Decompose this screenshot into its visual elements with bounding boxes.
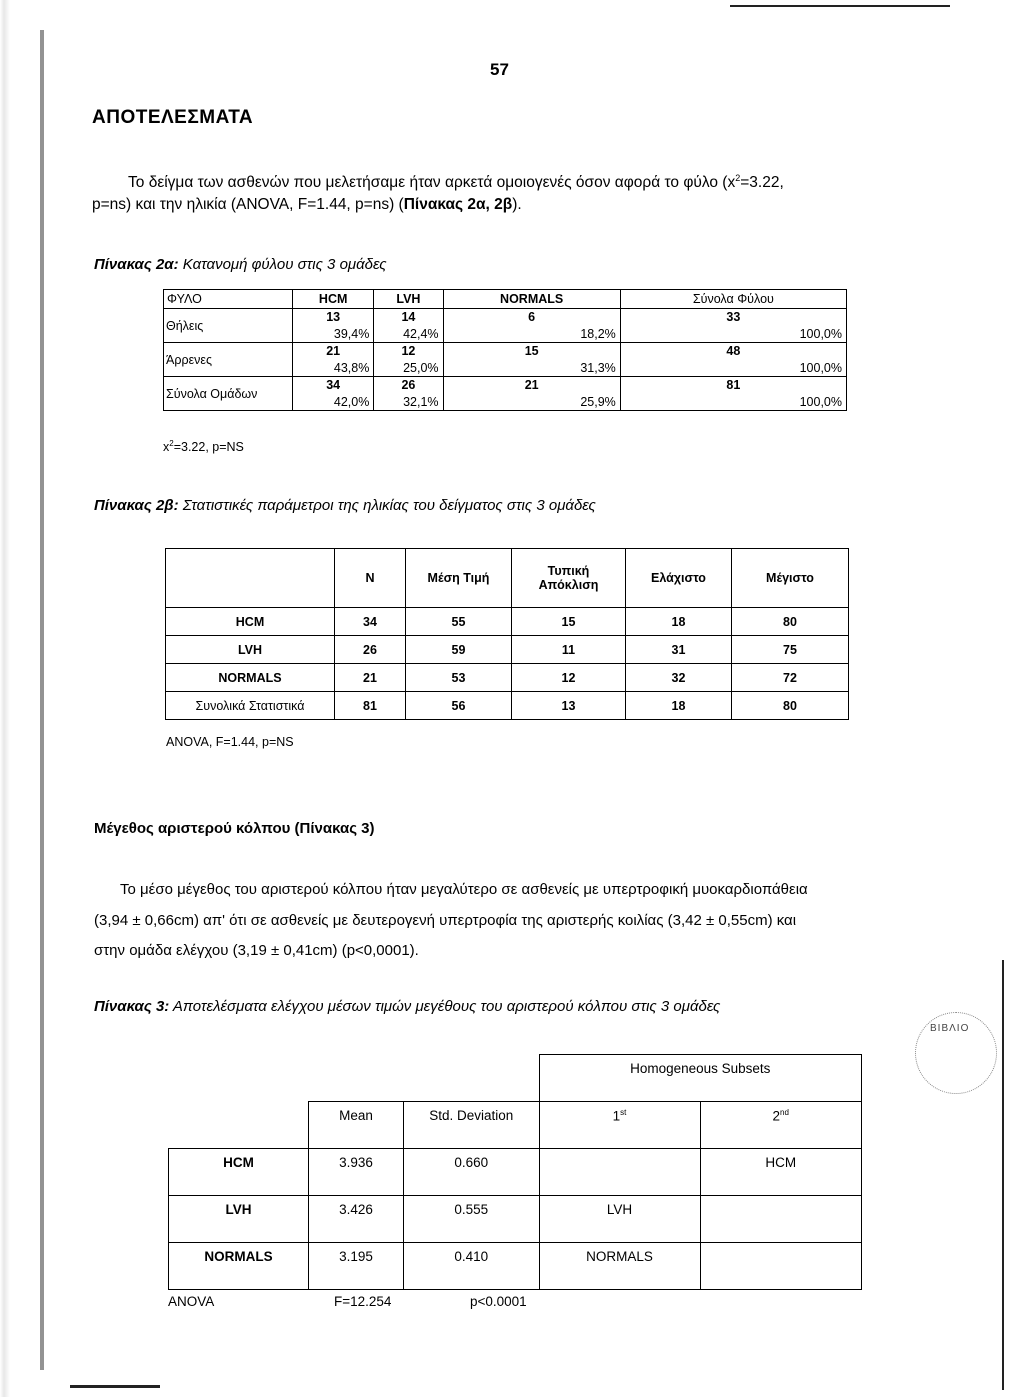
row-label: Σύνολα Ομάδων <box>164 377 293 411</box>
table-cell: NORMALS <box>539 1242 700 1289</box>
row-label: HCM <box>166 608 335 636</box>
table-row <box>164 343 847 377</box>
row-label: LVH <box>169 1195 309 1242</box>
table2a-caption-text: Κατανομή φύλου στις 3 ομάδες <box>178 256 387 273</box>
table-cell <box>443 343 620 377</box>
table-cell: 0.555 <box>404 1195 540 1242</box>
percent: 31,3% <box>580 361 616 375</box>
table-row <box>169 1148 862 1195</box>
table-header-row <box>166 549 849 608</box>
header-cell: LVH <box>374 290 443 309</box>
header-cell: Σύνολα Φύλου <box>620 290 846 309</box>
table3-caption-label: Πίνακας 3: <box>94 998 170 1015</box>
count: 34 <box>326 378 341 392</box>
table-cell: 55 <box>406 608 512 636</box>
count: 26 <box>401 378 416 392</box>
table-cell: 15 <box>512 608 626 636</box>
count: 48 <box>726 344 741 358</box>
intro-text-end: =3.22, <box>740 174 784 192</box>
page-number: 57 <box>490 60 509 79</box>
header-cell: HCM <box>293 290 374 309</box>
scan-line-right <box>1002 960 1004 1390</box>
library-stamp <box>915 1012 997 1094</box>
count: 81 <box>726 378 741 392</box>
percent: 18,2% <box>580 327 616 341</box>
section3-heading: Μέγεθος αριστερού κόλπου (Πίνακας 3) <box>94 820 375 837</box>
row-label: Άρρενες <box>164 343 293 377</box>
scan-binding-edge <box>40 30 44 1370</box>
table2a-caption <box>94 256 387 273</box>
section3-line-2: (3,94 ± 0,66cm) απ' ότι σε ασθενείς με δευτερογενή υπερτροφία της αριστερής κοιλίας (3,42 ± 0,55cm) και <box>94 912 797 929</box>
percent: 100,0% <box>799 361 842 375</box>
section-heading: ΑΠΟΤΕΛΕΣΜΑΤΑ <box>92 107 254 128</box>
table-cell: 31 <box>626 636 732 664</box>
table-row <box>164 309 847 343</box>
table-cell: 26 <box>335 636 406 664</box>
percent: 42,4% <box>403 327 439 341</box>
table-cell: 56 <box>406 692 512 720</box>
table-cell <box>620 377 846 411</box>
table-cell <box>374 343 443 377</box>
table-row <box>169 1242 862 1289</box>
table-cell: 80 <box>732 608 849 636</box>
table-cell: 80 <box>732 692 849 720</box>
count: 13 <box>326 310 341 324</box>
table3-caption-text: Αποτελέσματα ελέγχου μέσων τιμών μεγέθους του αριστερού κόλπου στις 3 ομάδες <box>169 998 721 1015</box>
empty-cell <box>404 1055 540 1102</box>
group-header: Homogeneous Subsets <box>539 1055 862 1102</box>
table-cell: 3.936 <box>309 1148 404 1195</box>
table2a-caption-label: Πίνακας 2α: <box>94 256 179 273</box>
intro-sup: 2 <box>735 173 741 183</box>
table-row <box>166 608 849 636</box>
subset-2-label: 2 <box>772 1108 781 1123</box>
table-cell: 18 <box>626 692 732 720</box>
section3-line-3: στην ομάδα ελέγχου (3,19 ± 0,41cm) (p<0,0001). <box>94 942 419 959</box>
table-cell <box>443 309 620 343</box>
table-cell <box>293 309 374 343</box>
row-label: Συνολικά Στατιστικά <box>166 692 335 720</box>
empty-cell <box>309 1055 404 1102</box>
table-row <box>166 692 849 720</box>
header-cell <box>539 1101 700 1148</box>
count: 21 <box>524 378 539 392</box>
header-cell <box>166 549 335 608</box>
table-cell <box>293 377 374 411</box>
row-label: NORMALS <box>166 664 335 692</box>
row-label: NORMALS <box>169 1242 309 1289</box>
table3-p-value: p<0.0001 <box>470 1294 527 1309</box>
table-cell <box>374 377 443 411</box>
stamp-text: ΒΙΒΛΙΟ <box>930 1023 970 1034</box>
table2b-caption-label: Πίνακας 2β: <box>94 497 179 514</box>
count: 15 <box>524 344 539 358</box>
percent: 32,1% <box>403 395 439 409</box>
table-cell: 21 <box>335 664 406 692</box>
intro-text: Το δείγμα των ασθενών που μελετήσαμε ήταν αρκετά ομοιογενές όσον αφορά το φύλο (x <box>128 174 736 192</box>
empty-cell <box>169 1101 309 1148</box>
table-cell <box>700 1195 862 1242</box>
percent: 100,0% <box>799 395 842 409</box>
table-cell <box>620 309 846 343</box>
table-cell <box>539 1148 700 1195</box>
count: 12 <box>401 344 416 358</box>
table-cell <box>293 343 374 377</box>
count: 33 <box>726 310 741 324</box>
table-cell <box>443 377 620 411</box>
subset-2-sup: nd <box>780 1107 789 1117</box>
table-cell: 11 <box>512 636 626 664</box>
table2b-caption-text: Στατιστικές παράμετροι της ηλικίας του δείγματος στις 3 ομάδες <box>178 497 596 514</box>
table-cell: 13 <box>512 692 626 720</box>
percent: 25,9% <box>580 395 616 409</box>
intro-line-2 <box>92 192 862 217</box>
section3-line-1: Το μέσο μέγεθος του αριστερού κόλπου ήταν μεγαλύτερο σε ασθενείς με υπερτροφική μυοκαρδιοπάθεια <box>120 881 808 898</box>
header-cell: ΦΥΛΟ <box>164 290 293 309</box>
table-cell: 34 <box>335 608 406 636</box>
table-cell <box>620 343 846 377</box>
table-cell: 53 <box>406 664 512 692</box>
note-text-end: =3.22, p=NS <box>173 440 244 455</box>
intro-line-1 <box>128 166 898 195</box>
table-3 <box>168 1054 862 1290</box>
header-cell: Μέση Τιμή <box>406 549 512 608</box>
empty-cell <box>169 1055 309 1102</box>
row-label: HCM <box>169 1148 309 1195</box>
count: 6 <box>528 310 536 324</box>
count: 21 <box>326 344 341 358</box>
header-cell: Ελάχιστο <box>626 549 732 608</box>
table-cell: 3.426 <box>309 1195 404 1242</box>
table3-anova-label: ANOVA <box>168 1294 215 1309</box>
table-cell: 3.195 <box>309 1242 404 1289</box>
table-cell: 75 <box>732 636 849 664</box>
header-cell: Std. Deviation <box>404 1101 540 1148</box>
scan-line-top <box>730 5 950 7</box>
table-row <box>169 1195 862 1242</box>
table-group-header-row <box>169 1055 862 1102</box>
intro-table-ref: Πίνακας 2α, 2β <box>403 196 513 213</box>
scan-shadow <box>0 0 10 1397</box>
scan-line-bottom <box>70 1385 160 1388</box>
table-2b <box>165 548 849 720</box>
table2a-note <box>163 439 244 454</box>
percent: 100,0% <box>799 327 842 341</box>
header-cell: N <box>335 549 406 608</box>
table-cell: 59 <box>406 636 512 664</box>
table-header-row <box>169 1101 862 1148</box>
percent: 43,8% <box>333 361 370 375</box>
subset-1-sup: st <box>620 1107 627 1117</box>
table-cell: 32 <box>626 664 732 692</box>
percent: 25,0% <box>403 361 439 375</box>
table3-f-value: F=12.254 <box>334 1294 392 1309</box>
header-cell: Mean <box>309 1101 404 1148</box>
table-cell: 81 <box>335 692 406 720</box>
table-header-row <box>164 290 847 309</box>
count: 14 <box>401 310 416 324</box>
header-cell: Τυπική Απόκλιση <box>512 549 626 608</box>
table-cell: LVH <box>539 1195 700 1242</box>
table2b-caption <box>94 497 596 514</box>
table-row <box>164 377 847 411</box>
row-label: LVH <box>166 636 335 664</box>
table-cell: 0.410 <box>404 1242 540 1289</box>
table-2a <box>163 289 847 411</box>
table2b-note: ANOVA, F=1.44, p=NS <box>166 735 294 749</box>
percent: 39,4% <box>333 327 370 341</box>
header-cell: NORMALS <box>443 290 620 309</box>
subset-1-label: 1 <box>612 1108 621 1123</box>
header-cell: Μέγιστο <box>732 549 849 608</box>
header-cell <box>700 1101 862 1148</box>
row-label: Θήλεις <box>164 309 293 343</box>
table3-caption <box>94 998 720 1015</box>
percent: 42,0% <box>333 395 370 409</box>
table-cell: 72 <box>732 664 849 692</box>
table-cell <box>374 309 443 343</box>
note-sup: 2 <box>169 439 174 448</box>
table-row <box>166 636 849 664</box>
table-cell: HCM <box>700 1148 862 1195</box>
intro-text-2c: ). <box>512 196 522 213</box>
table-row <box>166 664 849 692</box>
table-cell <box>700 1242 862 1289</box>
note-text: x <box>163 440 170 455</box>
table-cell: 18 <box>626 608 732 636</box>
table-cell: 12 <box>512 664 626 692</box>
intro-text-2a: p=ns) και την ηλικία (ANOVA, F=1.44, p=ns) ( <box>92 196 404 213</box>
table-cell: 0.660 <box>404 1148 540 1195</box>
